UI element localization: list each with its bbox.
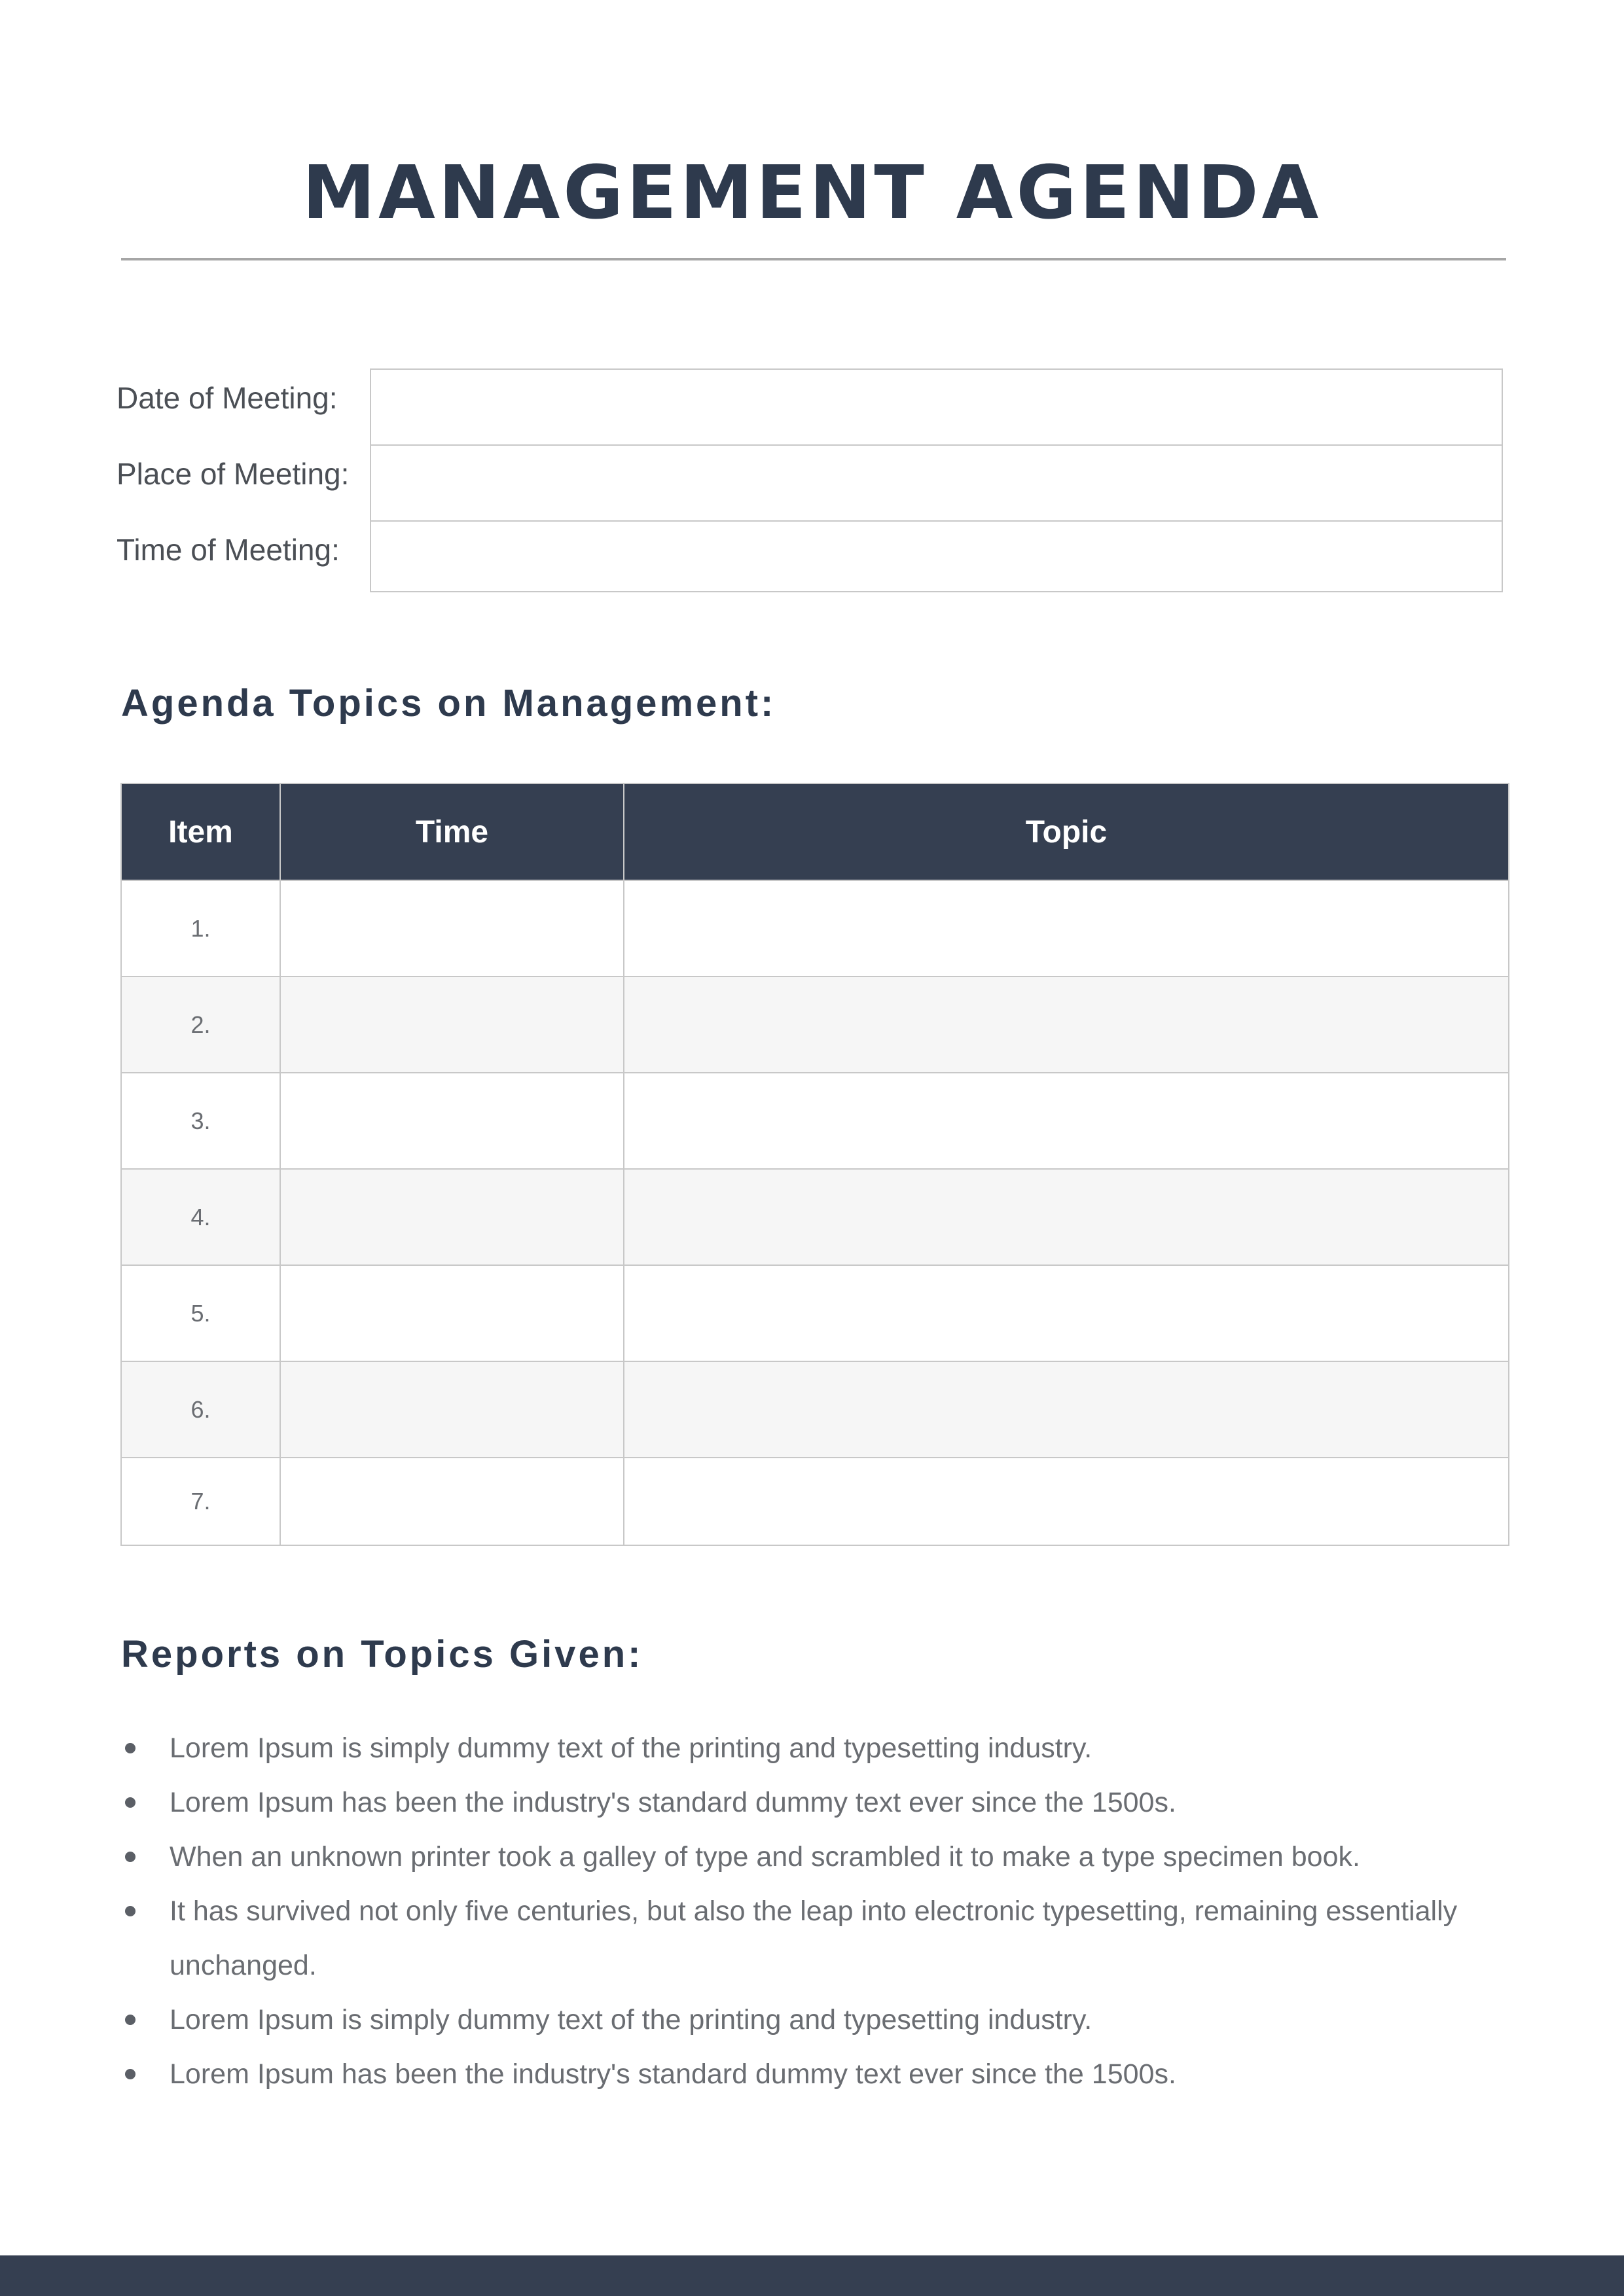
bullet-icon: [125, 2069, 135, 2079]
list-item: [121, 1993, 1509, 2047]
bullet-icon: [125, 1852, 135, 1862]
agenda-topics-heading: Agenda Topics on Management:: [121, 682, 776, 725]
item-number-cell: 1.: [121, 880, 280, 977]
time-cell[interactable]: [280, 1361, 624, 1458]
list-item: [121, 1721, 1509, 1776]
item-number-cell: 7.: [121, 1458, 280, 1545]
list-item-text: It has survived not only five centuries, but also the leap into electronic typesetting, remaining essentially unchanged.: [170, 1895, 1458, 1981]
agenda-table: [120, 783, 1509, 1546]
table-row: [121, 1361, 1509, 1458]
topic-cell[interactable]: [624, 1169, 1509, 1265]
list-item-text: Lorem Ipsum is simply dummy text of the printing and typesetting industry.: [170, 1732, 1092, 1764]
list-item-text: Lorem Ipsum has been the industry's standard dummy text ever since the 1500s.: [170, 2058, 1176, 2090]
list-item: [121, 2047, 1509, 2102]
item-number-cell: 3.: [121, 1073, 280, 1169]
topic-cell[interactable]: [624, 880, 1509, 977]
time-cell[interactable]: [280, 880, 624, 977]
page-title: MANAGEMENT AGENDA: [302, 151, 1322, 236]
time-cell[interactable]: [280, 977, 624, 1073]
item-number-cell: 6.: [121, 1361, 280, 1458]
bullet-icon: [125, 1743, 135, 1753]
column-header-item: Item: [121, 783, 280, 880]
column-header-time: Time: [280, 783, 624, 880]
time-cell[interactable]: [280, 1073, 624, 1169]
time-cell[interactable]: [280, 1265, 624, 1361]
topic-cell[interactable]: [624, 977, 1509, 1073]
place-of-meeting-field[interactable]: [370, 444, 1503, 522]
list-item: [121, 1830, 1509, 1884]
time-of-meeting-label: Time of Meeting:: [117, 533, 340, 567]
bullet-icon: [125, 1797, 135, 1808]
footer-bar: [0, 2255, 1624, 2296]
item-number-cell: 4.: [121, 1169, 280, 1265]
table-row: [121, 1169, 1509, 1265]
table-row: [121, 880, 1509, 977]
reports-heading: Reports on Topics Given:: [121, 1633, 643, 1676]
bullet-icon: [125, 1906, 135, 1916]
column-header-topic: Topic: [624, 783, 1509, 880]
reports-list: [121, 1721, 1509, 2102]
topic-cell[interactable]: [624, 1361, 1509, 1458]
agenda-header-row: [121, 783, 1509, 880]
table-row: [121, 1265, 1509, 1361]
list-item: [121, 1884, 1509, 1993]
list-item-text: Lorem Ipsum has been the industry's standard dummy text ever since the 1500s.: [170, 1787, 1176, 1818]
topic-cell[interactable]: [624, 1073, 1509, 1169]
place-of-meeting-label: Place of Meeting:: [117, 457, 350, 491]
table-row: [121, 1073, 1509, 1169]
table-row: [121, 977, 1509, 1073]
list-item: [121, 1776, 1509, 1830]
date-of-meeting-field[interactable]: [370, 368, 1503, 446]
bullet-icon: [125, 2015, 135, 2025]
item-number-cell: 5.: [121, 1265, 280, 1361]
list-item-text: When an unknown printer took a galley of type and scrambled it to make a type specimen book.: [170, 1841, 1360, 1873]
item-number-cell: 2.: [121, 977, 280, 1073]
list-item-text: Lorem Ipsum is simply dummy text of the printing and typesetting industry.: [170, 2004, 1092, 2036]
time-cell[interactable]: [280, 1458, 624, 1545]
table-row: [121, 1458, 1509, 1545]
topic-cell[interactable]: [624, 1458, 1509, 1545]
topic-cell[interactable]: [624, 1265, 1509, 1361]
date-of-meeting-label: Date of Meeting:: [117, 381, 338, 415]
time-cell[interactable]: [280, 1169, 624, 1265]
time-of-meeting-field[interactable]: [370, 520, 1503, 592]
title-divider: [121, 258, 1506, 260]
